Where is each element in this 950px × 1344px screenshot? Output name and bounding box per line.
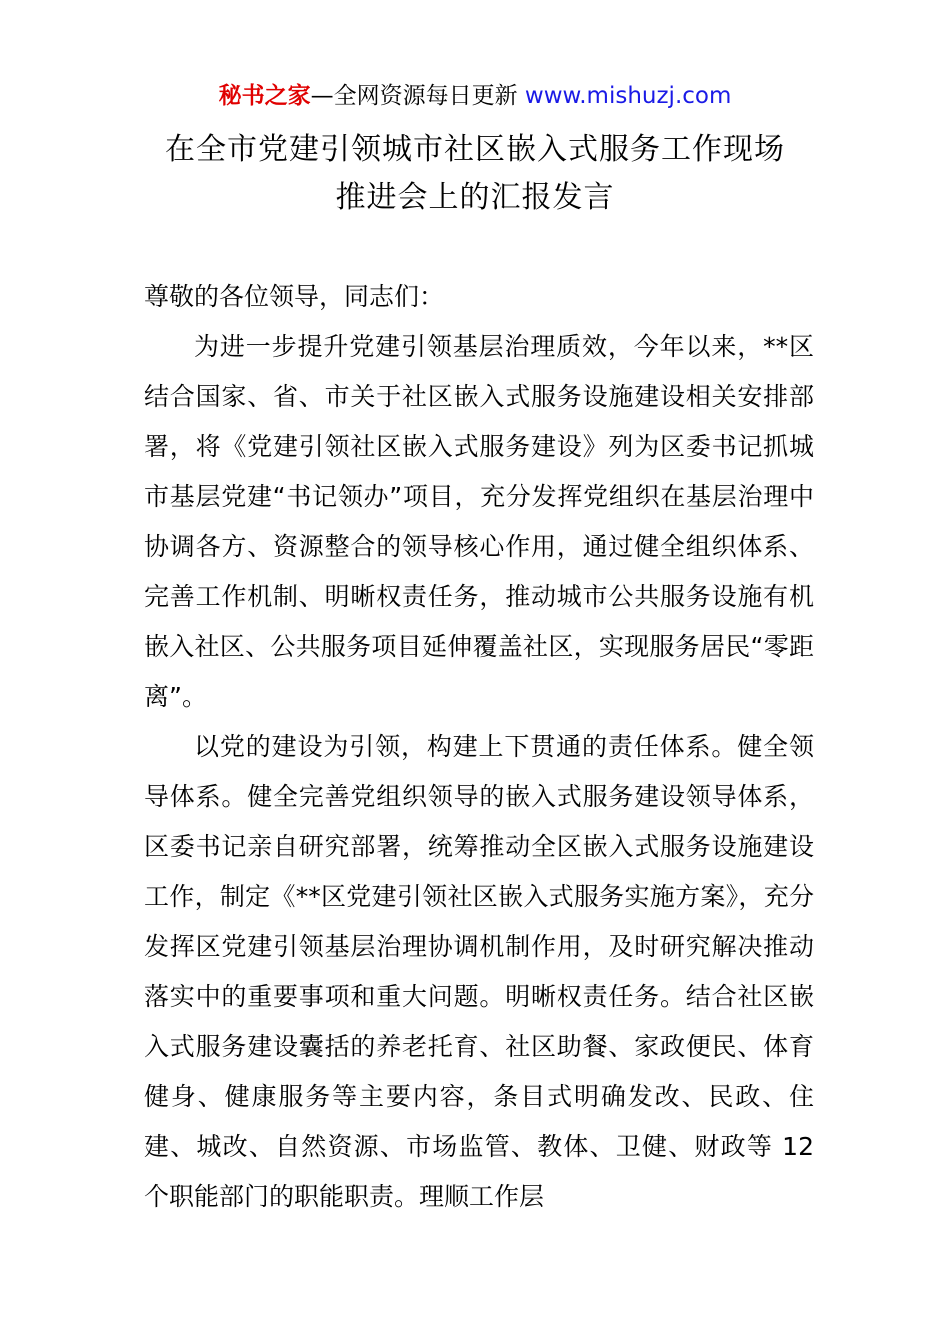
document-title [0,126,950,222]
site-header [0,80,950,112]
brand-name: 秘书之家 [218,83,311,109]
paragraph-2: 以党的建设为引领，构建上下贯通的责任体系。健全领导体系。健全完善党组织领导的嵌入式服务建设领导体系，区委书记亲自研究部署，统筹推动全区嵌入式服务设施建设工作，制定《**区党建引领社区嵌入式服务实施方案》，充分发挥区党建引领基层治理协调机制作用，及时研究解决推动落实中的重要事项和重大问题。明晰权责任务。结合社区嵌入式服务建设囊括的养老托育、社区助餐、家政便民、体育健身、健康服务等主要内容，条目式明确发改、民政、住建、城改、自然资源、市场监管、教体、卫健、财政等 12 个职能部门的职能职责。理顺工作层 [144,732,814,1211]
header-tagline: —全网资源每日更新 [310,83,525,109]
site-url[interactable]: www.mishuzj.com [524,83,732,109]
title-line-1: 在全市党建引领城市社区嵌入式服务工作现场 [165,132,785,167]
document-body [144,272,814,1222]
paragraph-1: 为进一步提升党建引领基层治理质效，今年以来，**区结合国家、省、市关于社区嵌入式服务设施建设相关安排部署，将《党建引领社区嵌入式服务建设》列为区委书记抓城市基层党建“书记领办”项目，充分发挥党组织在基层治理中协调各方、资源整合的领导核心作用，通过健全组织体系、完善工作机制、明晰权责任务，推动城市公共服务设施有机嵌入社区、公共服务项目延伸覆盖社区，实现服务居民“零距离”。 [144,332,814,711]
title-line-2: 推进会上的汇报发言 [335,180,615,215]
salutation: 尊敬的各位领导，同志们： [144,282,445,311]
